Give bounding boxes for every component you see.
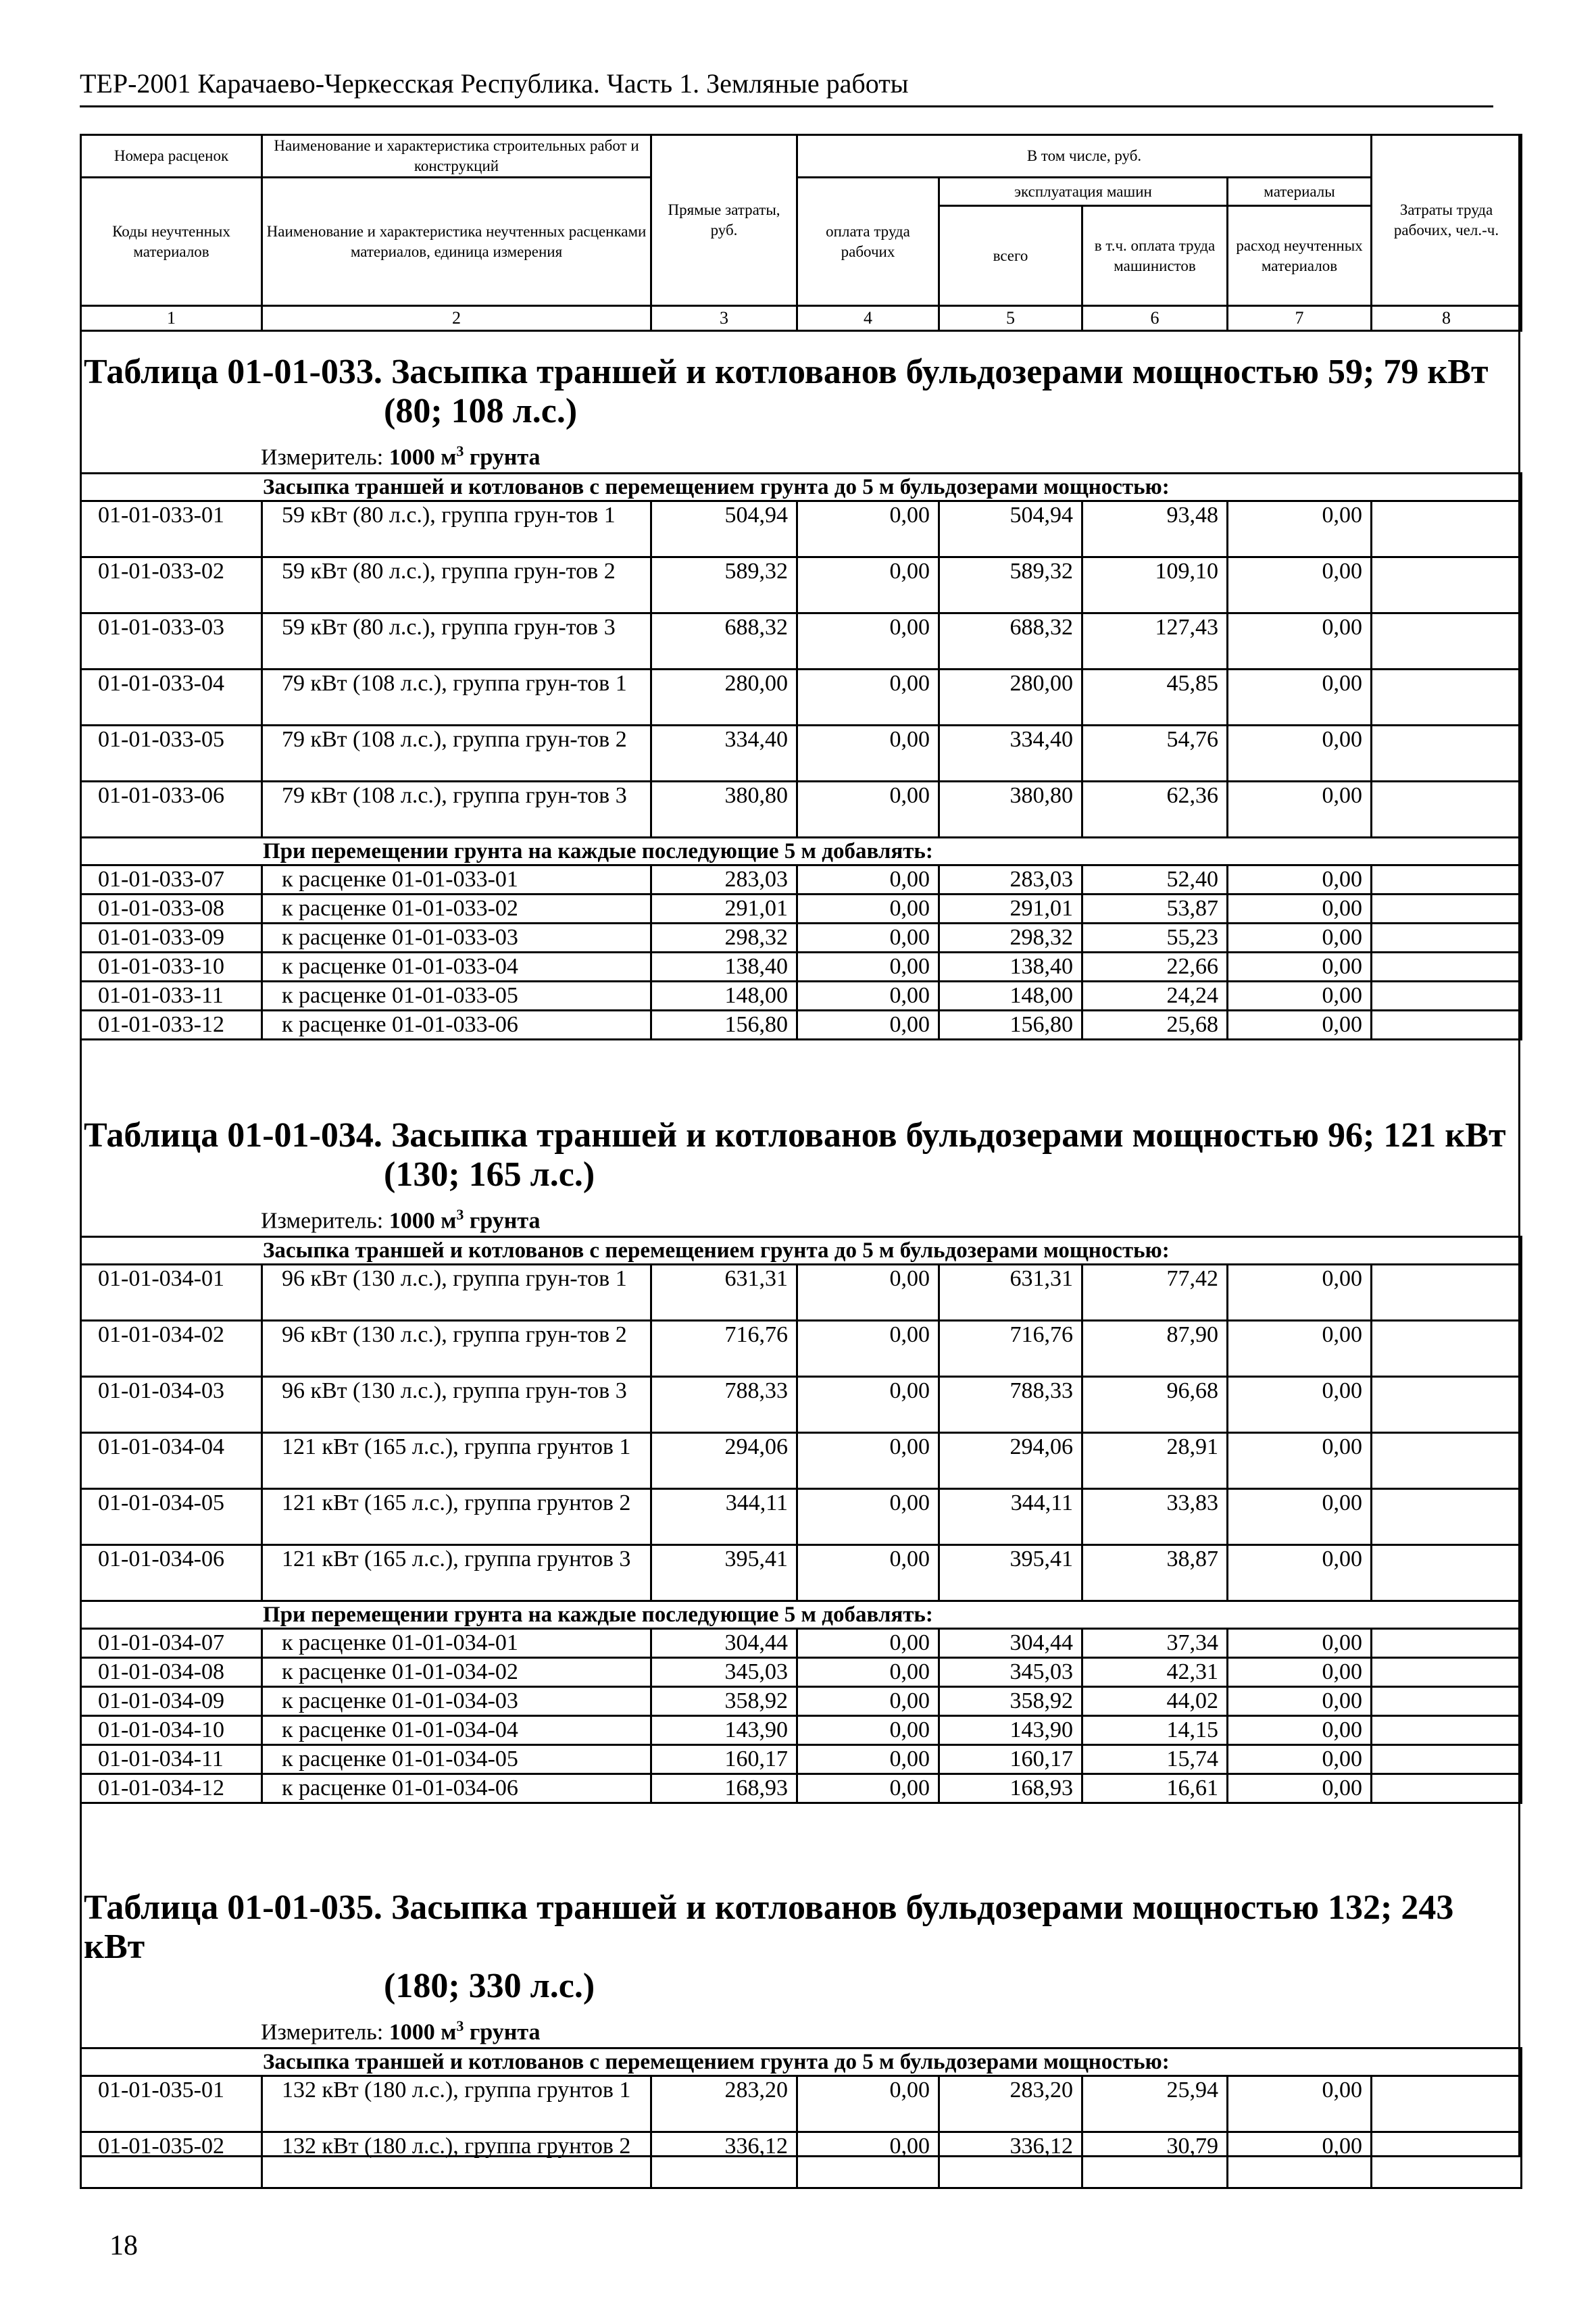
rate-code: 01-01-035-02 — [81, 2132, 262, 2188]
machines-total: 304,44 — [939, 1629, 1082, 1658]
header-direct-costs: Прямые затраты, руб. — [651, 135, 797, 306]
labor-cost — [1372, 1629, 1522, 1658]
labor-cost — [1372, 1265, 1522, 1321]
materials-use: 0,00 — [1228, 1489, 1372, 1545]
machines-total: 380,80 — [939, 782, 1082, 838]
table-subheader-row — [81, 2048, 1522, 2076]
measure-unit — [261, 1200, 1520, 1236]
labor-pay: 0,00 — [797, 1545, 939, 1601]
rate-code: 01-01-034-12 — [81, 1774, 262, 1803]
labor-pay: 0,00 — [797, 924, 939, 953]
labor-cost — [1372, 1321, 1522, 1377]
labor-cost — [1372, 865, 1522, 895]
table-row — [81, 1687, 1522, 1716]
machines-labor: 45,85 — [1082, 670, 1228, 726]
labor-pay: 0,00 — [797, 953, 939, 982]
labor-pay: 0,00 — [797, 1745, 939, 1774]
rate-code: 01-01-035-01 — [81, 2076, 262, 2132]
machines-labor: 37,34 — [1082, 1629, 1228, 1658]
table-row — [81, 1433, 1522, 1489]
direct-costs: 631,31 — [651, 1265, 797, 1321]
column-number: 5 — [939, 306, 1082, 331]
table-title-line: (130; 165 л.с.) — [384, 1155, 595, 1194]
rate-code: 01-01-033-12 — [81, 1011, 262, 1040]
table-title-line: Таблица 01-01-033. Засыпка траншей и котлованов бульдозерами мощностью 59; 79 кВт — [84, 353, 1489, 391]
column-number: 7 — [1228, 306, 1372, 331]
measure-exponent: 3 — [456, 2017, 464, 2034]
machines-total: 631,31 — [939, 1265, 1082, 1321]
labor-pay: 0,00 — [797, 501, 939, 557]
direct-costs: 156,80 — [651, 1011, 797, 1040]
materials-use: 0,00 — [1228, 1433, 1372, 1489]
table-title — [80, 353, 1520, 431]
labor-cost — [1372, 1745, 1522, 1774]
rate-name: 79 кВт (108 л.с.), группа грун-тов 1 — [262, 670, 651, 726]
header-codes-bottom: Коды неучтенных материалов — [81, 178, 262, 306]
labor-cost — [1372, 726, 1522, 782]
materials-use: 0,00 — [1228, 557, 1372, 613]
rate-code: 01-01-034-05 — [81, 1489, 262, 1545]
rate-code: 01-01-034-07 — [81, 1629, 262, 1658]
machines-labor: 96,68 — [1082, 1377, 1228, 1433]
labor-pay: 0,00 — [797, 613, 939, 670]
materials-use: 0,00 — [1228, 1011, 1372, 1040]
rate-code: 01-01-033-10 — [81, 953, 262, 982]
table-subheader-row — [81, 1601, 1522, 1629]
machines-total: 160,17 — [939, 1745, 1082, 1774]
machines-labor: 93,48 — [1082, 501, 1228, 557]
table-row — [81, 953, 1522, 982]
table-row — [81, 1265, 1522, 1321]
machines-labor: 127,43 — [1082, 613, 1228, 670]
labor-pay: 0,00 — [797, 1629, 939, 1658]
direct-costs: 688,32 — [651, 613, 797, 670]
rate-code: 01-01-033-09 — [81, 924, 262, 953]
header-codes-top: Номера расценок — [81, 135, 262, 178]
rate-name: 96 кВт (130 л.с.), группа грун-тов 1 — [262, 1265, 651, 1321]
header-rule — [80, 105, 1493, 107]
rate-name: к расценке 01-01-034-02 — [262, 1658, 651, 1687]
machines-labor: 25,94 — [1082, 2076, 1228, 2132]
machines-total: 283,20 — [939, 2076, 1082, 2132]
rate-code: 01-01-033-01 — [81, 501, 262, 557]
table-row — [81, 670, 1522, 726]
materials-use: 0,00 — [1228, 953, 1372, 982]
machines-labor: 30,79 — [1082, 2132, 1228, 2188]
machines-labor: 53,87 — [1082, 895, 1228, 924]
table-row — [81, 726, 1522, 782]
labor-cost — [1372, 557, 1522, 613]
measure-exponent: 3 — [456, 1206, 464, 1223]
machines-labor: 28,91 — [1082, 1433, 1228, 1489]
table-row — [81, 782, 1522, 838]
header-materials: материалы — [1228, 178, 1372, 206]
table-row — [81, 1629, 1522, 1658]
labor-pay: 0,00 — [797, 670, 939, 726]
measure-unit-text: грунта — [469, 1208, 541, 1234]
rate-code: 01-01-033-06 — [81, 782, 262, 838]
direct-costs: 148,00 — [651, 982, 797, 1011]
rate-code: 01-01-034-11 — [81, 1745, 262, 1774]
labor-cost — [1372, 1774, 1522, 1803]
table-title-line: (80; 108 л.с.) — [384, 392, 578, 430]
table-subheader: Засыпка траншей и котлованов с перемещением грунта до 5 м бульдозерами мощностью: — [81, 474, 1522, 501]
rate-name: к расценке 01-01-033-03 — [262, 924, 651, 953]
direct-costs: 294,06 — [651, 1433, 797, 1489]
machines-labor: 22,66 — [1082, 953, 1228, 982]
rate-name: 121 кВт (165 л.с.), группа грунтов 3 — [262, 1545, 651, 1601]
materials-use: 0,00 — [1228, 1658, 1372, 1687]
rate-code: 01-01-033-07 — [81, 865, 262, 895]
materials-use: 0,00 — [1228, 1745, 1372, 1774]
running-header: ТЕР-2001 Карачаево-Черкесская Республика. Часть 1. Земляные работы — [80, 68, 909, 99]
table-subheader: При перемещении грунта на каждые последующие 5 м добавлять: — [81, 838, 1522, 865]
table-row — [81, 865, 1522, 895]
labor-pay: 0,00 — [797, 865, 939, 895]
machines-total: 334,40 — [939, 726, 1082, 782]
labor-pay: 0,00 — [797, 1716, 939, 1745]
direct-costs: 283,03 — [651, 865, 797, 895]
labor-pay: 0,00 — [797, 1433, 939, 1489]
measure-exponent: 3 — [456, 443, 464, 459]
header-materials-use: расход неучтенных материалов — [1228, 206, 1372, 306]
machines-total: 156,80 — [939, 1011, 1082, 1040]
direct-costs: 716,76 — [651, 1321, 797, 1377]
materials-use: 0,00 — [1228, 782, 1372, 838]
rate-name: 79 кВт (108 л.с.), группа грун-тов 2 — [262, 726, 651, 782]
machines-labor: 25,68 — [1082, 1011, 1228, 1040]
materials-use: 0,00 — [1228, 670, 1372, 726]
table-title — [80, 1116, 1520, 1194]
labor-cost — [1372, 1011, 1522, 1040]
labor-cost — [1372, 501, 1522, 557]
rate-name: к расценке 01-01-033-04 — [262, 953, 651, 982]
labor-cost — [1372, 1377, 1522, 1433]
direct-costs: 504,94 — [651, 501, 797, 557]
table-subheader: Засыпка траншей и котлованов с перемещением грунта до 5 м бульдозерами мощностью: — [81, 1237, 1522, 1265]
machines-labor: 42,31 — [1082, 1658, 1228, 1687]
direct-costs: 345,03 — [651, 1658, 797, 1687]
header-name-bottom: Наименование и характеристика неучтенных расценками материалов, единица измерения — [262, 178, 651, 306]
rates-table — [80, 1236, 1522, 1804]
column-header-table — [80, 134, 1522, 332]
header-machines-labor: в т.ч. оплата труда машинистов — [1082, 206, 1228, 306]
direct-costs: 304,44 — [651, 1629, 797, 1658]
labor-pay: 0,00 — [797, 557, 939, 613]
measure-unit-text: грунта — [469, 445, 541, 470]
labor-pay: 0,00 — [797, 982, 939, 1011]
direct-costs: 334,40 — [651, 726, 797, 782]
rate-code: 01-01-033-05 — [81, 726, 262, 782]
direct-costs: 589,32 — [651, 557, 797, 613]
direct-costs: 160,17 — [651, 1745, 797, 1774]
materials-use: 0,00 — [1228, 501, 1372, 557]
table-row — [81, 1716, 1522, 1745]
labor-cost — [1372, 953, 1522, 982]
table-title-line: Таблица 01-01-034. Засыпка траншей и котлованов бульдозерами мощностью 96; 121 кВт — [84, 1116, 1506, 1155]
table-row — [81, 1377, 1522, 1433]
measure-label: Измеритель: — [261, 2019, 384, 2045]
rate-code: 01-01-033-11 — [81, 982, 262, 1011]
rate-code: 01-01-034-02 — [81, 1321, 262, 1377]
rate-name: 79 кВт (108 л.с.), группа грун-тов 3 — [262, 782, 651, 838]
machines-total: 148,00 — [939, 982, 1082, 1011]
rate-name: к расценке 01-01-033-06 — [262, 1011, 651, 1040]
machines-total: 291,01 — [939, 895, 1082, 924]
table-row — [81, 613, 1522, 670]
table-row — [81, 1321, 1522, 1377]
table-row — [81, 1774, 1522, 1803]
rate-code: 01-01-034-09 — [81, 1687, 262, 1716]
labor-pay: 0,00 — [797, 1687, 939, 1716]
rate-name: 59 кВт (80 л.с.), группа грун-тов 2 — [262, 557, 651, 613]
labor-cost — [1372, 1687, 1522, 1716]
table-subheader-row — [81, 474, 1522, 501]
measure-label: Измеритель: — [261, 1208, 384, 1234]
machines-total: 716,76 — [939, 1321, 1082, 1377]
header-name-top: Наименование и характеристика строительных работ и конструкций — [262, 135, 651, 178]
labor-cost — [1372, 613, 1522, 670]
rate-code: 01-01-034-03 — [81, 1377, 262, 1433]
labor-cost — [1372, 2132, 1522, 2188]
rate-code: 01-01-034-01 — [81, 1265, 262, 1321]
machines-labor: 33,83 — [1082, 1489, 1228, 1545]
materials-use: 0,00 — [1228, 1377, 1372, 1433]
rate-code: 01-01-033-02 — [81, 557, 262, 613]
measure-value: 1000 м — [389, 2019, 457, 2045]
labor-cost — [1372, 782, 1522, 838]
header-including: В том числе, руб. — [797, 135, 1372, 178]
materials-use: 0,00 — [1228, 1687, 1372, 1716]
direct-costs: 395,41 — [651, 1545, 797, 1601]
table-row — [81, 895, 1522, 924]
labor-cost — [1372, 1716, 1522, 1745]
table-row — [81, 2076, 1522, 2132]
machines-labor: 14,15 — [1082, 1716, 1228, 1745]
table-row — [81, 2132, 1522, 2188]
machines-labor: 38,87 — [1082, 1545, 1228, 1601]
table-row — [81, 1011, 1522, 1040]
rate-code: 01-01-034-04 — [81, 1433, 262, 1489]
direct-costs: 380,80 — [651, 782, 797, 838]
machines-labor: 55,23 — [1082, 924, 1228, 953]
rate-name: к расценке 01-01-034-04 — [262, 1716, 651, 1745]
table-subheader-row — [81, 1237, 1522, 1265]
materials-use: 0,00 — [1228, 1265, 1372, 1321]
direct-costs: 283,20 — [651, 2076, 797, 2132]
materials-use: 0,00 — [1228, 1629, 1372, 1658]
labor-pay: 0,00 — [797, 2132, 939, 2188]
labor-pay: 0,00 — [797, 1658, 939, 1687]
labor-cost — [1372, 670, 1522, 726]
table-title-line: (180; 330 л.с.) — [384, 1967, 595, 2005]
labor-cost — [1372, 2076, 1522, 2132]
labor-pay: 0,00 — [797, 1489, 939, 1545]
machines-total: 283,03 — [939, 865, 1082, 895]
measure-label: Измеритель: — [261, 445, 384, 470]
table-row — [81, 557, 1522, 613]
labor-pay: 0,00 — [797, 1377, 939, 1433]
rate-name: 121 кВт (165 л.с.), группа грунтов 1 — [262, 1433, 651, 1489]
machines-total: 336,12 — [939, 2132, 1082, 2188]
direct-costs: 298,32 — [651, 924, 797, 953]
direct-costs: 143,90 — [651, 1716, 797, 1745]
rate-name: 96 кВт (130 л.с.), группа грун-тов 3 — [262, 1377, 651, 1433]
direct-costs: 358,92 — [651, 1687, 797, 1716]
header-machines-total: всего — [939, 206, 1082, 306]
column-number: 4 — [797, 306, 939, 331]
machines-labor: 15,74 — [1082, 1745, 1228, 1774]
materials-use: 0,00 — [1228, 865, 1372, 895]
machines-labor: 54,76 — [1082, 726, 1228, 782]
materials-use: 0,00 — [1228, 613, 1372, 670]
machines-total: 688,32 — [939, 613, 1082, 670]
machines-labor: 77,42 — [1082, 1265, 1228, 1321]
labor-cost — [1372, 895, 1522, 924]
table-row — [81, 1745, 1522, 1774]
column-number: 1 — [81, 306, 262, 331]
table-row — [81, 501, 1522, 557]
column-number: 2 — [262, 306, 651, 331]
labor-pay: 0,00 — [797, 895, 939, 924]
header-labor-pay: оплата труда рабочих — [797, 178, 939, 306]
column-number: 3 — [651, 306, 797, 331]
rate-name: 59 кВт (80 л.с.), группа грун-тов 1 — [262, 501, 651, 557]
direct-costs: 168,93 — [651, 1774, 797, 1803]
direct-costs: 788,33 — [651, 1377, 797, 1433]
labor-cost — [1372, 1433, 1522, 1489]
direct-costs: 280,00 — [651, 670, 797, 726]
table-title — [80, 1888, 1520, 2006]
machines-total: 345,03 — [939, 1658, 1082, 1687]
rate-name: к расценке 01-01-034-03 — [262, 1687, 651, 1716]
rate-name: 59 кВт (80 л.с.), группа грун-тов 3 — [262, 613, 651, 670]
header-machines: эксплуатация машин — [939, 178, 1228, 206]
column-number: 8 — [1372, 306, 1522, 331]
measure-value: 1000 м — [389, 445, 457, 470]
labor-cost — [1372, 924, 1522, 953]
rate-name: 132 кВт (180 л.с.), группа грунтов 2 — [262, 2132, 651, 2188]
measure-unit — [261, 436, 1520, 472]
materials-use: 0,00 — [1228, 1774, 1372, 1803]
machines-total: 138,40 — [939, 953, 1082, 982]
materials-use: 0,00 — [1228, 1321, 1372, 1377]
table-title-line: Таблица 01-01-035. Засыпка траншей и котлованов бульдозерами мощностью 132; 243 кВт — [84, 1888, 1454, 1966]
materials-use: 0,00 — [1228, 924, 1372, 953]
direct-costs: 336,12 — [651, 2132, 797, 2188]
rate-code: 01-01-033-03 — [81, 613, 262, 670]
table-section — [80, 1116, 1520, 1804]
rates-table — [80, 472, 1522, 1040]
labor-cost — [1372, 1545, 1522, 1601]
materials-use: 0,00 — [1228, 982, 1372, 1011]
rate-name: к расценке 01-01-034-06 — [262, 1774, 651, 1803]
materials-use: 0,00 — [1228, 2132, 1372, 2188]
machines-total: 294,06 — [939, 1433, 1082, 1489]
page-number: 18 — [109, 2230, 138, 2261]
rate-code: 01-01-034-08 — [81, 1658, 262, 1687]
labor-pay: 0,00 — [797, 1265, 939, 1321]
table-section — [80, 1888, 1520, 2189]
labor-cost — [1372, 1658, 1522, 1687]
direct-costs: 291,01 — [651, 895, 797, 924]
direct-costs: 344,11 — [651, 1489, 797, 1545]
rate-name: к расценке 01-01-033-05 — [262, 982, 651, 1011]
column-number: 6 — [1082, 306, 1228, 331]
machines-total: 344,11 — [939, 1489, 1082, 1545]
rate-name: 96 кВт (130 л.с.), группа грун-тов 2 — [262, 1321, 651, 1377]
machines-total: 788,33 — [939, 1377, 1082, 1433]
table-subheader: Засыпка траншей и котлованов с перемещением грунта до 5 м бульдозерами мощностью: — [81, 2048, 1522, 2076]
labor-pay: 0,00 — [797, 1321, 939, 1377]
machines-total: 395,41 — [939, 1545, 1082, 1601]
machines-labor: 52,40 — [1082, 865, 1228, 895]
measure-value: 1000 м — [389, 1208, 457, 1234]
labor-cost — [1372, 1489, 1522, 1545]
table-row — [81, 1658, 1522, 1687]
machines-total: 298,32 — [939, 924, 1082, 953]
machines-total: 280,00 — [939, 670, 1082, 726]
machines-total: 589,32 — [939, 557, 1082, 613]
materials-use: 0,00 — [1228, 895, 1372, 924]
table-subheader-row — [81, 838, 1522, 865]
table-row — [81, 1545, 1522, 1601]
measure-unit-text: грунта — [469, 2019, 541, 2045]
machines-labor: 87,90 — [1082, 1321, 1228, 1377]
rates-table — [80, 2047, 1522, 2189]
labor-pay: 0,00 — [797, 1774, 939, 1803]
materials-use: 0,00 — [1228, 726, 1372, 782]
labor-pay: 0,00 — [797, 2076, 939, 2132]
rate-code: 01-01-033-04 — [81, 670, 262, 726]
materials-use: 0,00 — [1228, 1716, 1372, 1745]
rate-code: 01-01-033-08 — [81, 895, 262, 924]
machines-labor: 109,10 — [1082, 557, 1228, 613]
machines-labor: 62,36 — [1082, 782, 1228, 838]
labor-pay: 0,00 — [797, 726, 939, 782]
rate-name: к расценке 01-01-034-01 — [262, 1629, 651, 1658]
table-section — [80, 353, 1520, 1040]
header-labor-cost: Затраты труда рабочих, чел.-ч. — [1372, 135, 1522, 306]
measure-unit — [261, 2011, 1520, 2047]
table-row — [81, 982, 1522, 1011]
rate-name: к расценке 01-01-034-05 — [262, 1745, 651, 1774]
machines-total: 143,90 — [939, 1716, 1082, 1745]
machines-labor: 44,02 — [1082, 1687, 1228, 1716]
rate-code: 01-01-034-10 — [81, 1716, 262, 1745]
table-row — [81, 1489, 1522, 1545]
machines-total: 504,94 — [939, 501, 1082, 557]
machines-total: 358,92 — [939, 1687, 1082, 1716]
rate-code: 01-01-034-06 — [81, 1545, 262, 1601]
materials-use: 0,00 — [1228, 2076, 1372, 2132]
rate-name: к расценке 01-01-033-02 — [262, 895, 651, 924]
machines-labor: 24,24 — [1082, 982, 1228, 1011]
labor-cost — [1372, 982, 1522, 1011]
table-row — [81, 924, 1522, 953]
machines-total: 168,93 — [939, 1774, 1082, 1803]
labor-pay: 0,00 — [797, 1011, 939, 1040]
rate-name: к расценке 01-01-033-01 — [262, 865, 651, 895]
table-subheader: При перемещении грунта на каждые последующие 5 м добавлять: — [81, 1601, 1522, 1629]
machines-labor: 16,61 — [1082, 1774, 1228, 1803]
rate-name: 121 кВт (165 л.с.), группа грунтов 2 — [262, 1489, 651, 1545]
rate-name: 132 кВт (180 л.с.), группа грунтов 1 — [262, 2076, 651, 2132]
direct-costs: 138,40 — [651, 953, 797, 982]
labor-pay: 0,00 — [797, 782, 939, 838]
materials-use: 0,00 — [1228, 1545, 1372, 1601]
